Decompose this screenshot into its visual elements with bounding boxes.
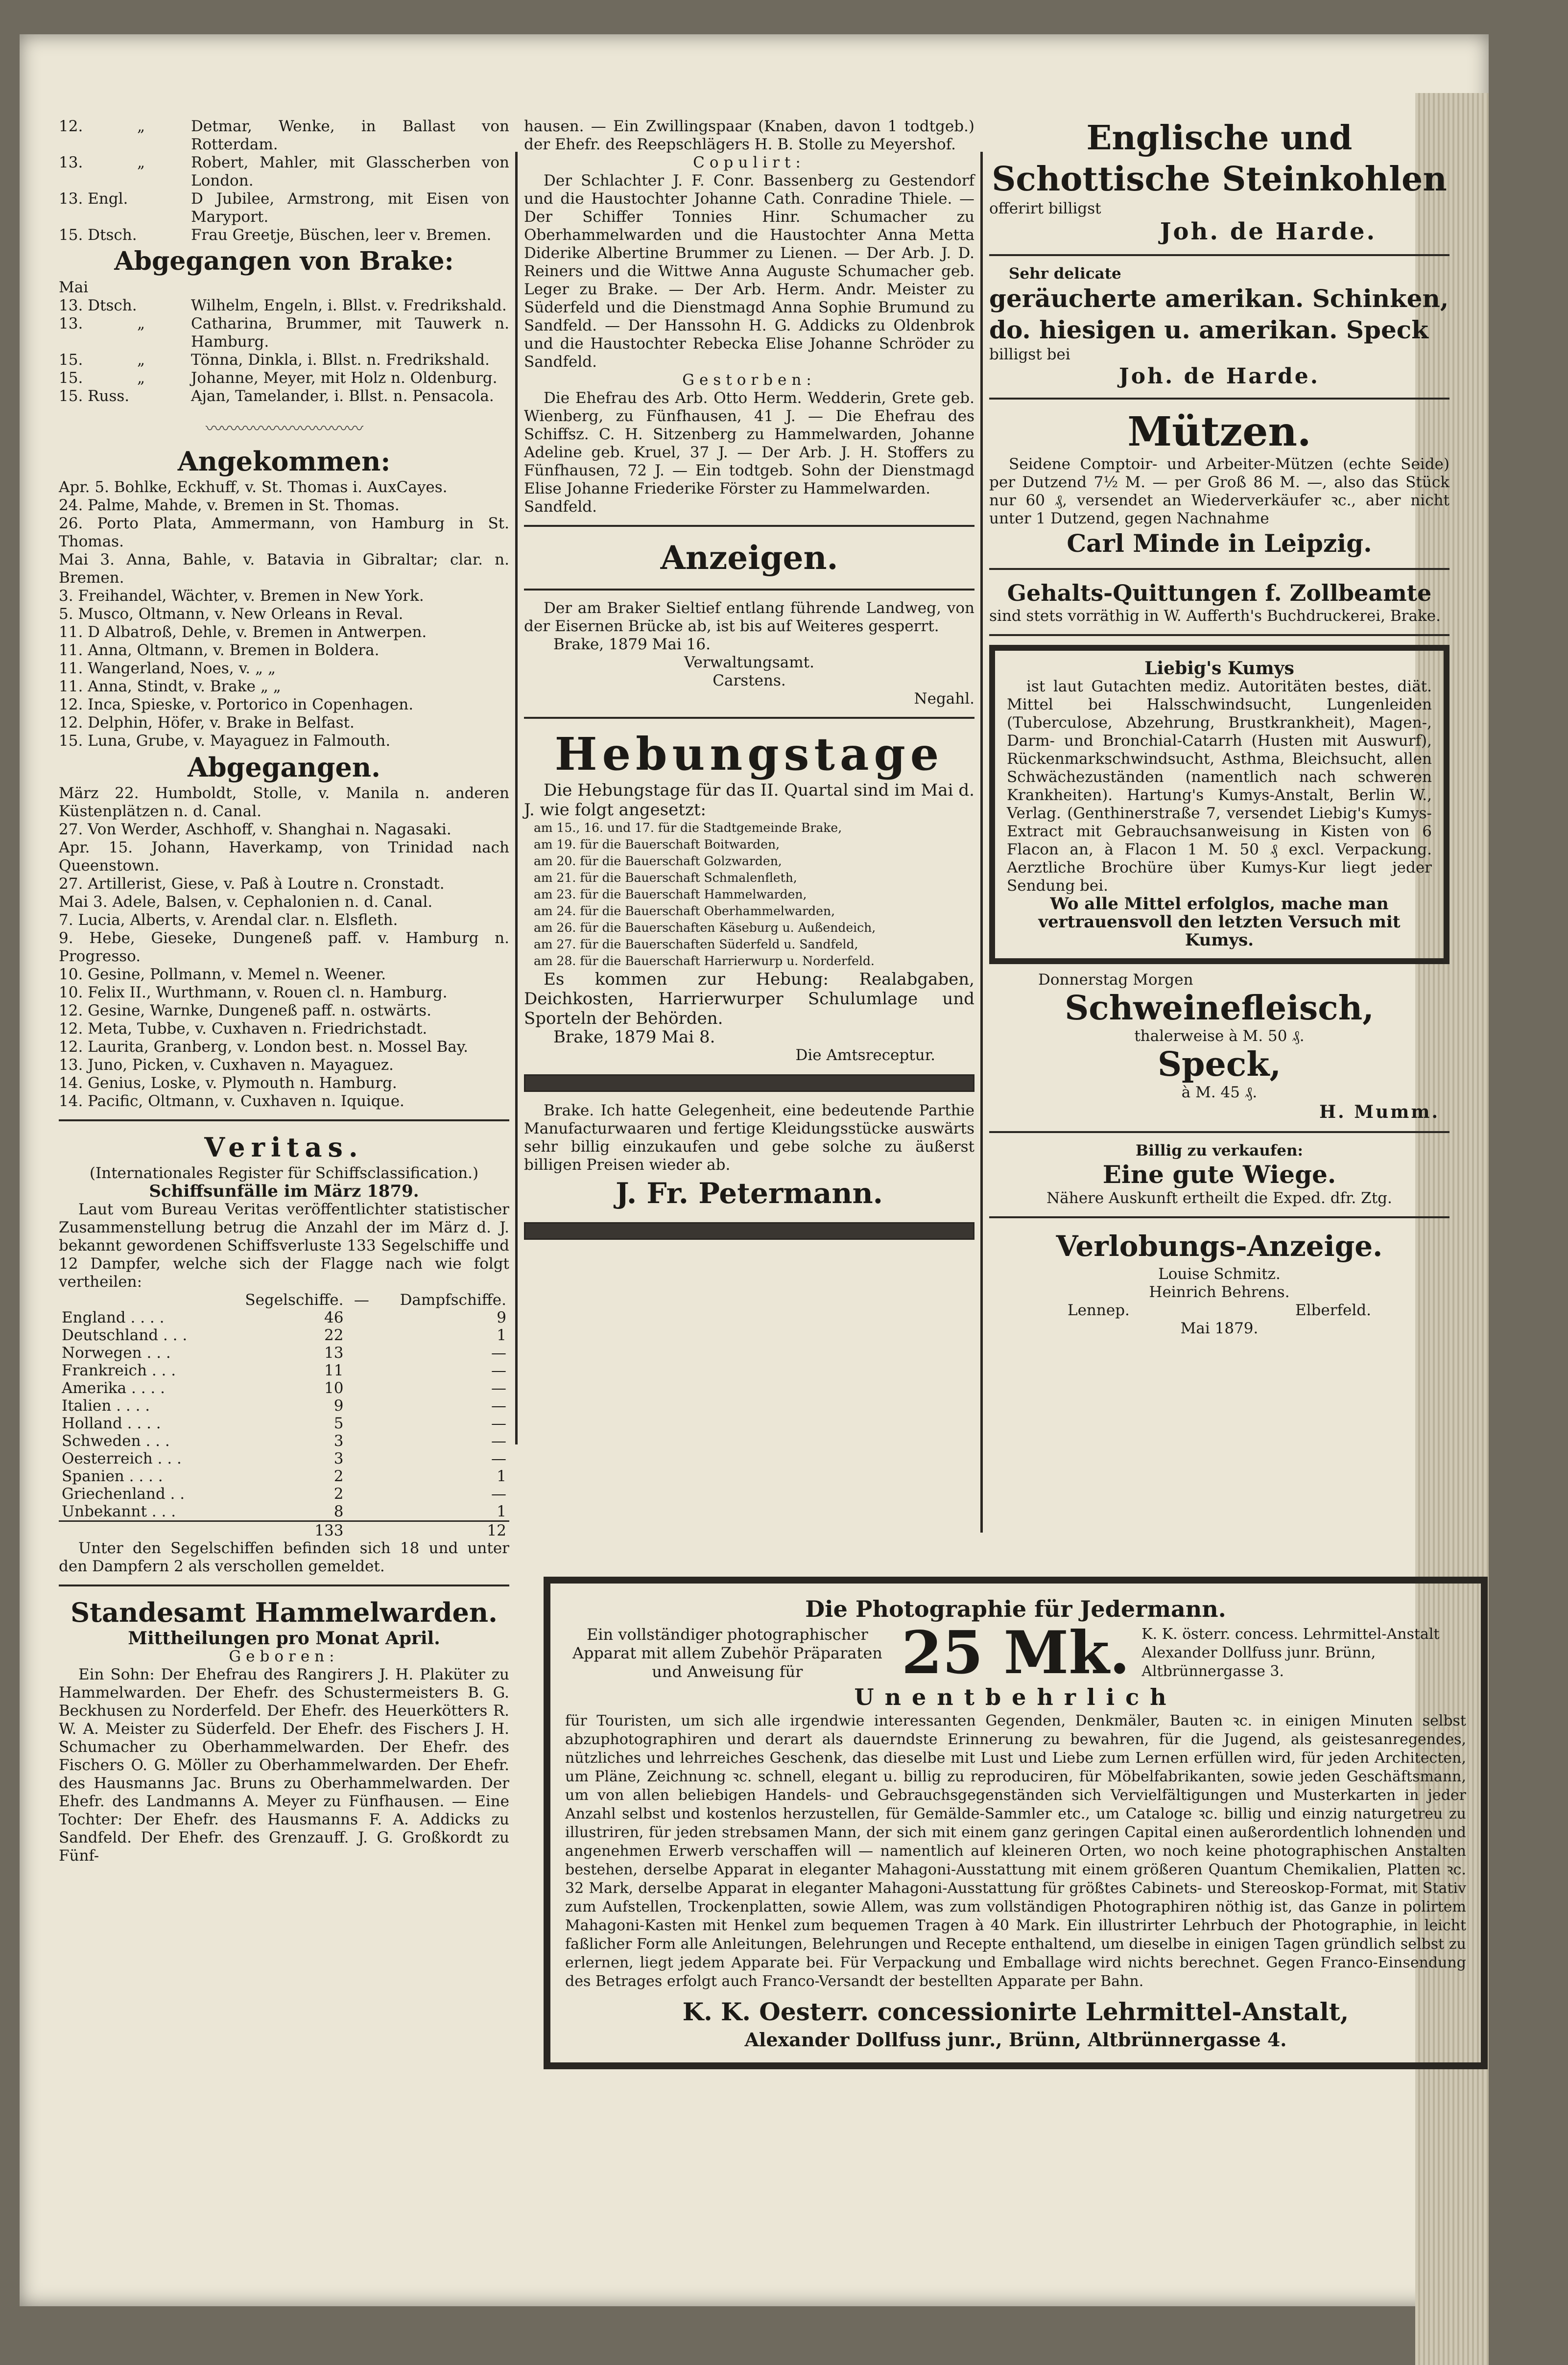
column-1 — [59, 118, 509, 1865]
divider — [989, 1216, 1449, 1218]
arrivals-list — [59, 118, 509, 244]
abgegangen-entry: 10. Gesine, Pollmann, v. Memel n. Weener. — [59, 966, 386, 983]
abgegangen-entry: 7. Lucia, Alberts, v. Arendal clar. n. Elsfleth. — [59, 911, 398, 929]
veritas-sail: 46 — [324, 1309, 344, 1326]
kumys-bold: Wo alle Mittel erfolglos, mache man vertrauensvoll den letzten Versuch mit Kumys. — [1038, 894, 1401, 950]
departure-entry — [59, 369, 509, 387]
departure-entry-text: Catharina, Brummer, mit Tauwerk n. Hamburg. — [191, 315, 509, 351]
hebungstage-entry: am 26. für die Bauerschaften Käseburg u. Außendeich, — [534, 921, 876, 935]
departure-entry — [59, 387, 509, 405]
veritas-sail: 13 — [324, 1344, 344, 1362]
verlobung-name-2: Heinrich Behrens. — [1149, 1283, 1290, 1301]
departed-brake-list — [59, 297, 509, 405]
divider — [59, 1119, 509, 1121]
photo-body: für Touristen, um sich alle irgendwie interessanten Gegenden, Denkmäler, Bauten ꝛc. in einigen Minuten selbst abzuphotographiren und derart als dauerndste Erinnerung zu bewahren, für die Jugend, als geistesanregendes, nützliches und lehrreiches Geschenk, das dieselbe mit Lust und Liebe zum Lernen erfüllen wird, für jeden Architecten, um Pläne, Zeichnung ꝛc. schnell, elegant u. billig zu reproduciren, für Möbelfabrikanten, sowie jeden Geschäftsmann, um von allen beliebigen Handels- und Gebrauchsgegenständen sich Vervielfältigungen und Musterkarten in jeder Anzahl selbst und kostenlos herzustellen, für Gemälde-Sammler etc., um Cataloge ꝛc. billig und einzig naturgetreu zu illustriren, für jeden strebsamen Mann, der sich mit einem ganz geringen Capital einen außerordentlich lohnenden und angenehmen Erwerb verschaffen will — namentlich auf kleineren Orten, wo noch keine photographischen Anstalten bestehen, derselbe Apparat in eleganter Mahagoni-Ausstattung mit einem größeren Quantum Chemikalien, Platten ꝛc. 32 Mark, derselbe Apparat in eleganter Mahagoni-Ausstattung für größtes Cabinets- und Stereoskop-Format, mit Stativ zum Aufstellen, Trockenplatten, sowie Allem, was zum vollständigen Photographiren nöthig ist, das Ganze in polirtem Mahagoni-Kasten mit Henkel zum bequemen Tragen à 40 Mark. Ein illustrirter Lehrbuch der Photographie, in leicht faßlicher Form alle Anleitungen, Belehrungen und Recepte enthaltend, um dieselbe in einigen Tagen gründlich selbst zu erlernen, liegt jedem Apparate bei. Für Verpackung und Emballage wird nichts berechnet. Gegen Franco-Einsendung des Betrages erfolgt auch Franco-Versandt der bestellten Apparate per Bahn. — [565, 1712, 1466, 1990]
veritas-row — [59, 1397, 509, 1415]
gehalt-title: Gehalts-Quittungen f. Zollbeamte — [1007, 580, 1432, 606]
veritas-country: England . . . . — [62, 1309, 165, 1326]
photo-signature-1: K. K. Oesterr. concessionirte Lehrmittel-Anstalt, — [682, 1997, 1349, 2026]
verlobung-date: Mai 1879. — [1180, 1320, 1259, 1337]
arrival-entry-date: 15. Dtsch. — [59, 226, 137, 244]
verlobung-place-1: Lennep. — [1068, 1301, 1130, 1319]
arrival-entry-date: 13. Engl. — [59, 190, 128, 208]
wiege-pre: Billig zu verkaufen: — [1136, 1142, 1303, 1159]
siel-notice-signature: Negahl. — [914, 690, 974, 708]
geboren-title: Geboren: — [229, 1648, 339, 1665]
hebungstage-entry: am 19. für die Bauerschaft Boitwarden, — [534, 837, 780, 851]
veritas-country: Deutschland . . . — [62, 1326, 188, 1344]
veritas-table — [59, 1291, 509, 1539]
arrival-entry-text: Detmar, Wenke, in Ballast von Rotterdam. — [191, 118, 509, 153]
veritas-country: Frankreich . . . — [62, 1362, 176, 1379]
angekommen-entry: 3. Freihandel, Wächter, v. Bremen in New York. — [59, 587, 424, 605]
kohlen-subtitle: offerirt billigst — [989, 200, 1101, 217]
veritas-row — [59, 1450, 509, 1467]
departure-entry-text: Johanne, Meyer, mit Holz n. Oldenburg. — [191, 369, 498, 387]
abgegangen-title: Abgegangen. — [188, 752, 380, 783]
angekommen-entry: 24. Palme, Mahde, v. Bremen in St. Thomas. — [59, 497, 400, 514]
hebungstage-entry: am 23. für die Bauerschaft Hammelwarden, — [534, 887, 807, 901]
veritas-row — [59, 1309, 509, 1326]
arrival-entry-flag — [137, 190, 191, 226]
veritas-dash — [346, 1485, 372, 1503]
abgegangen-entry: 27. Artillerist, Giese, v. Paß à Loutre n. Cronstadt. — [59, 875, 445, 893]
divider — [59, 1585, 509, 1586]
divider — [989, 398, 1449, 400]
schwein-title: Schweinefleisch, — [1065, 989, 1374, 1028]
veritas-col-sail: Segelschiffe. — [245, 1291, 344, 1309]
veritas-country: Griechenland . . — [62, 1485, 185, 1503]
veritas-dash — [346, 1344, 372, 1362]
departure-entry-date: 15. — [59, 351, 83, 369]
veritas-steam: — — [491, 1344, 506, 1362]
schinken-signature: Joh. de Harde. — [1118, 364, 1320, 389]
veritas-row — [59, 1485, 509, 1503]
gestorben-text: Die Ehefrau des Arb. Otto Herm. Wedderin, Grete geb. Wienberg, zu Fünfhausen, 41 J. — Die Ehefrau des Schiffsz. C. H. Sitzenberg zu Hammelwarden, Johanne Adeline geb. Kruel, 37 J. — Der Arb. J. H. Stoffers zu Fünfhausen, 72 J. — Ein todtgeb. Sohn der Dienstmagd Elise Johanne Friederike Förster zu Hammelwarden. — [524, 389, 974, 497]
hebungstage-entry: am 21. für die Bauerschaft Schmalenfleth, — [534, 871, 797, 885]
veritas-col-dash: — — [354, 1291, 369, 1309]
standesamt-title: Standesamt Hammelwarden. — [71, 1597, 498, 1628]
angekommen-entry: 11. Wangerland, Noes, v. „ „ — [59, 660, 276, 677]
angekommen-list — [59, 478, 509, 750]
departure-entry — [59, 297, 509, 315]
photo-price: 25 Mk. — [901, 1618, 1130, 1687]
veritas-steam: 1 — [497, 1503, 506, 1520]
schinken-subtitle: billigst bei — [989, 346, 1070, 363]
newspaper-page — [20, 34, 1489, 2306]
veritas-steam: — — [491, 1362, 506, 1379]
divider — [989, 1131, 1449, 1133]
veritas-row — [59, 1344, 509, 1362]
departure-entry-date: 15. — [59, 369, 83, 387]
veritas-sail: 22 — [324, 1326, 344, 1344]
hebungstage-entry: am 24. für die Bauerschaft Oberhammelwarden, — [534, 904, 835, 918]
departed-month: Mai — [59, 279, 89, 296]
photography-ad — [544, 1577, 1488, 2069]
siel-notice-name: Carstens. — [713, 672, 786, 689]
abgegangen-entry: 12. Meta, Tubbe, v. Cuxhaven n. Friedrichstadt. — [59, 1020, 428, 1038]
verlobung-places — [989, 1301, 1449, 1320]
veritas-country: Amerika . . . . — [62, 1379, 165, 1397]
kumys-ad — [989, 645, 1449, 964]
departure-entry — [59, 351, 509, 369]
gestorben-place: Sandfeld. — [524, 498, 597, 516]
standesamt-subtitle: Mittheilungen pro Monat April. — [128, 1628, 440, 1649]
veritas-row — [59, 1503, 509, 1521]
arrival-entry — [59, 154, 509, 190]
wiege-subtitle: Nähere Auskunft ertheilt die Exped. dfr. Ztg. — [1046, 1189, 1392, 1207]
schwein-pre: Donnerstag Morgen — [1038, 971, 1193, 989]
photo-spaced: Unentbehrlich — [854, 1684, 1177, 1710]
geboren-continued: hausen. — Ein Zwillingspaar (Knaben, davon 1 todtgeb.) der Ehefr. des Reepschlägers H. B. Stolle zu Meyershof. — [524, 118, 974, 153]
kumys-title: Liebig's Kumys — [1144, 658, 1294, 679]
veritas-dash — [346, 1450, 372, 1467]
veritas-steam: 1 — [497, 1326, 506, 1344]
abgegangen-entry: 14. Pacific, Oltmann, v. Cuxhaven n. Iquique. — [59, 1092, 404, 1110]
veritas-country: Italien . . . . — [62, 1397, 150, 1415]
hebungstage-entry: am 27. für die Bauerschaften Süderfeld u. Sandfeld, — [534, 937, 858, 951]
veritas-row — [59, 1326, 509, 1344]
hebungstage-entry: am 15., 16. und 17. für die Stadtgemeinde Brake, — [534, 821, 842, 835]
abgegangen-entry: 12. Laurita, Granberg, v. London best. n. Mossel Bay. — [59, 1038, 469, 1056]
abgegangen-list — [59, 784, 509, 1111]
column-divider — [515, 152, 518, 1444]
arrival-entry — [59, 118, 509, 154]
schinken-pre: Sehr delicate — [1009, 265, 1121, 283]
veritas-sail: 5 — [333, 1415, 344, 1432]
veritas-steam: 9 — [497, 1309, 506, 1326]
veritas-country: Schweden . . . — [62, 1432, 170, 1450]
divider — [524, 717, 974, 719]
speck-title: Speck, — [1157, 1045, 1282, 1084]
kumys-text: ist laut Gutachten mediz. Autoritäten bestes, diät. Mittel bei Halsschwindsucht, Lungenleiden (Tuberculose, Abzehrung, Brustkrankheit), Magen-, Darm- und Bronchial-Catarrh (Husten mit Auswurf), Rückenmarkschwindsucht, Asthma, Bleichsucht, allen Schwächezuständen (namentlich nach schweren Krankheiten). Hartung's Kumys-Anstalt, Berlin W., Verlag. (Genthinerstraße 7, versendet Liebig's Kumys-Extract mit Gebrauchsanweisung in Kisten von 6 Flacon an, à Flacon 1 M. 50 ₰ excl. Verpackung. Aerztliche Brochüre über Kumys-Kur liegt jeder Sendung bei. — [1007, 678, 1432, 895]
arrival-entry-text: Frau Greetje, Büschen, leer v. Bremen. — [191, 226, 492, 244]
speck-price: à M. 45 ₰. — [1181, 1084, 1258, 1101]
veritas-sail: 9 — [333, 1397, 344, 1415]
divider — [989, 634, 1449, 636]
veritas-footnote: Unter den Segelschiffen befinden sich 18 und unter den Dampfern 2 als verschollen gemeldet. — [59, 1539, 509, 1575]
arrival-entry-text: D Jubilee, Armstrong, mit Eisen von Maryport. — [191, 190, 509, 226]
veritas-steam: — — [491, 1485, 506, 1503]
verlobung-title: Verlobungs-Anzeige. — [1056, 1230, 1383, 1263]
departure-entry-flag: „ — [137, 351, 145, 369]
veritas-total-steam: 12 — [487, 1522, 506, 1539]
veritas-row — [59, 1432, 509, 1450]
arrival-entry-flag: „ — [137, 154, 145, 171]
veritas-row — [59, 1362, 509, 1379]
column-3 — [989, 118, 1449, 1338]
siel-notice-text: Der am Braker Sieltief entlang führende Landweg, von der Eisernen Brücke ab, ist bis auf Weiteres gesperrt. — [524, 599, 974, 635]
veritas-sail: 10 — [324, 1379, 344, 1397]
muetzen-signature: Carl Minde in Leipzig. — [1067, 529, 1372, 558]
muetzen-text: Seidene Comptoir- und Arbeiter-Mützen (echte Seide) per Dutzend 7½ M. — per Groß 86 M. —, also das Stück nur 60 ₰, versendet an Wiederverkäufer ꝛc., aber nicht unter 1 Dutzend, gegen Nachnahme — [989, 455, 1449, 527]
veritas-subtitle: (Internationales Register für Schiffsclassification.) — [89, 1164, 479, 1182]
departure-entry-flag — [137, 387, 191, 405]
abgegangen-entry: 14. Genius, Loske, v. Plymouth n. Hamburg. — [59, 1074, 397, 1092]
veritas-sail: 3 — [333, 1450, 344, 1467]
abgegangen-entry: Apr. 15. Johann, Haverkamp, von Trinidad nach Queenstown. — [59, 839, 509, 875]
angekommen-entry: 26. Porto Plata, Ammermann, von Hamburg in St. Thomas. — [59, 515, 509, 550]
copulirt-title: Copulirt: — [693, 154, 806, 171]
veritas-steam: — — [491, 1379, 506, 1397]
muetzen-title: Mützen. — [1127, 408, 1311, 455]
veritas-dash — [346, 1379, 372, 1397]
abgegangen-entry: 13. Juno, Picken, v. Cuxhaven n. Mayaguez. — [59, 1056, 394, 1074]
veritas-dash — [346, 1415, 372, 1432]
angekommen-entry: 11. Anna, Stindt, v. Brake „ „ — [59, 678, 281, 695]
departure-entry-date: 13. Dtsch. — [59, 297, 137, 314]
veritas-steam: — — [491, 1397, 506, 1415]
departure-entry-flag: „ — [137, 369, 145, 387]
veritas-sail: 3 — [333, 1432, 344, 1450]
departure-entry-text: Tönna, Dinkla, i. Bllst. n. Fredrikshald. — [191, 351, 490, 369]
veritas-title: Veritas. — [204, 1132, 364, 1163]
divider — [989, 568, 1449, 570]
veritas-country: Unbekannt . . . — [62, 1503, 176, 1520]
veritas-sail: 2 — [333, 1485, 344, 1503]
veritas-country: Norwegen . . . — [62, 1344, 171, 1362]
angekommen-entry: 11. Anna, Oltmann, v. Bremen in Boldera. — [59, 641, 380, 659]
speck-signature: H. Mumm. — [1319, 1102, 1440, 1122]
angekommen-entry: 15. Luna, Grube, v. Mayaguez in Falmouth. — [59, 732, 391, 750]
veritas-dash — [346, 1397, 372, 1415]
photo-vendor: K. K. österr. concess. Lehrmittel-Anstalt Alexander Dollfuss junr. Brünn, Altbrünnergasse 3. — [1141, 1626, 1440, 1680]
arrival-entry-date: 13. — [59, 154, 83, 171]
arrival-entry — [59, 190, 509, 226]
arrival-entry-date: 12. — [59, 118, 83, 135]
departure-entry-date: 13. — [59, 315, 83, 332]
column-2 — [524, 118, 974, 1250]
hebungstage-office: Die Amtsreceptur. — [795, 1046, 935, 1064]
photo-signature-2: Alexander Dollfuss junr., Brünn, Altbrünnergasse 4. — [744, 2029, 1287, 2051]
departure-entry — [59, 315, 509, 351]
veritas-row — [59, 1379, 509, 1397]
siel-notice-office: Verwaltungsamt. — [684, 654, 814, 671]
abgegangen-entry: 10. Felix II., Wurthmann, v. Rouen cl. n. Hamburg. — [59, 984, 448, 1001]
petermann-text: Brake. Ich hatte Gelegenheit, eine bedeutende Parthie Manufacturwaaren und fertige Kleidungsstücke auswärts sehr billig einzukaufen und gebe solche zu äußerst billigen Preisen wieder ab. — [524, 1102, 974, 1174]
abgegangen-entry: Mai 3. Adele, Balsen, v. Cephalonien n. d. Canal. — [59, 893, 433, 911]
hebungstage-date: Brake, 1879 Mai 8. — [553, 1027, 715, 1047]
angekommen-entry: Mai 3. Anna, Bahle, v. Batavia in Gibraltar; clar. n. Bremen. — [59, 551, 509, 587]
divider — [524, 589, 974, 591]
veritas-dash — [346, 1326, 372, 1344]
angekommen-entry: 12. Delphin, Höfer, v. Brake in Belfast. — [59, 714, 355, 732]
veritas-col-steam: Dampfschiffe. — [400, 1291, 506, 1309]
schinken-text: geräucherte amerikan. Schinken, do. hiesigen u. amerikan. Speck — [989, 284, 1449, 344]
gehalt-text: sind stets vorräthig in W. Aufferth's Buchdruckerei, Brake. — [989, 607, 1441, 625]
abgegangen-entry: 12. Gesine, Warnke, Dungeneß paff. n. ostwärts. — [59, 1002, 431, 1019]
wiege-title: Eine gute Wiege. — [1102, 1160, 1336, 1189]
veritas-row — [59, 1415, 509, 1432]
veritas-country: Oesterreich . . . — [62, 1450, 182, 1467]
column-divider — [980, 152, 983, 1533]
angekommen-entry: 11. D Albatroß, Dehle, v. Bremen in Antwerpen. — [59, 623, 427, 641]
abgegangen-entry: März 22. Humboldt, Stolle, v. Manila n. anderen Küstenplätzen n. d. Canal. — [59, 784, 509, 820]
veritas-steam: — — [491, 1432, 506, 1450]
veritas-dash — [346, 1432, 372, 1450]
veritas-dash — [346, 1362, 372, 1379]
veritas-heading: Schiffsunfälle im März 1879. — [149, 1182, 419, 1201]
geboren-text: Ein Sohn: Der Ehefrau des Rangirers J. H. Plaküter zu Hammelwarden. Der Ehefr. des Schustermeisters B. G. Beckhusen zu Norderfeld. Der Ehefr. des Heuerkötters R. W. A. Meister zu Süderfeld. Der Ehefr. des Fischers J. H. Schumacher zu Oberhammelwarden. Der Ehefr. des Fischers O. G. Möller zu Oberhammelwarden. Der Ehefr. des Hausmanns Jac. Bruns zu Oberhammelwarden. Der Ehefr. des Landmanns A. Meyer zu Fünfhausen. — Eine Tochter: Der Ehefr. des Hausmanns F. A. Addicks zu Sandfeld. Der Ehefr. des Grenzauff. J. G. Großkordt zu Fünf- — [59, 1666, 509, 1865]
petermann-signature: J. Fr. Petermann. — [616, 1177, 883, 1210]
decorative-bar — [524, 1074, 974, 1092]
gestorben-title: Gestorben: — [682, 371, 816, 389]
angekommen-entry: 12. Inca, Spieske, v. Portorico in Copenhagen. — [59, 696, 414, 713]
verlobung-name-1: Louise Schmitz. — [1158, 1265, 1281, 1283]
veritas-dash — [346, 1503, 372, 1521]
angekommen-title: Angekommen: — [177, 446, 391, 477]
veritas-sail: 2 — [333, 1467, 344, 1485]
hebungstage-footer: Es kommen zur Hebung: Realabgaben, Deichkosten, Harrierwurper Schulumlage und Sporteln der Behörden. — [524, 970, 974, 1028]
veritas-sail: 11 — [324, 1362, 344, 1379]
photo-title: Die Photographie für Jedermann. — [805, 1596, 1226, 1622]
kohlen-title: Englische und Schottische Steinkohlen — [992, 118, 1447, 199]
departure-entry-flag — [137, 297, 191, 315]
veritas-dash — [346, 1467, 372, 1485]
copulirt-text: Der Schlachter J. F. Conr. Bassenberg zu Gestendorf und die Haustochter Johanne Cath. Conradine Thiele. — Der Schiffer Tonnies Hinr. Schumacher zu Oberhammelwarden und die Haustochter Anna Metta Diderike Albertine Brummer zu Lienen. — Der Arb. J. D. Reiners und die Wittwe Anna Auguste Schumacher geb. Leger zu Brake. — Der Arb. Herm. Andr. Meister zu Süderfeld und die Dienstmagd Anna Sophie Brumund zu Sandfeld. — Der Hanssohn H. G. Addicks zu Oldenbrok und die Haustochter Rebecka Elise Johanne Schröder zu Sandfeld. — [524, 172, 974, 371]
abgegangen-entry: 27. Von Werder, Aschhoff, v. Shanghai n. Nagasaki. — [59, 821, 451, 838]
veritas-steam: 1 — [497, 1467, 506, 1485]
wave-divider: 〰〰〰〰〰〰〰〰〰〰 — [206, 419, 362, 439]
schwein-price: thalerweise à M. 50 ₰. — [1134, 1027, 1305, 1045]
hebungstage-title: Hebungstage — [554, 728, 944, 780]
siel-notice-date: Brake, 1879 Mai 16. — [553, 636, 711, 653]
hebungstage-intro: Die Hebungstage für das II. Quartal sind im Mai d. J. wie folgt angesetzt: — [524, 780, 974, 820]
veritas-total-sail: 133 — [314, 1522, 344, 1539]
veritas-steam: — — [491, 1450, 506, 1467]
veritas-country: Holland . . . . — [62, 1415, 161, 1432]
abgegangen-entry: 9. Hebe, Gieseke, Dungeneß paff. v. Hamburg n. Progresso. — [59, 929, 509, 965]
departure-entry-text: Wilhelm, Engeln, i. Bllst. v. Fredrikshald. — [191, 297, 507, 314]
divider — [989, 254, 1449, 256]
arrival-entry — [59, 226, 509, 244]
verlobung-place-2: Elberfeld. — [1295, 1301, 1371, 1319]
photo-offer-row — [565, 1618, 1466, 1687]
hebungstage-list — [524, 820, 974, 970]
photo-lead: Ein vollständiger photographischer Apparat mit allem Zubehör Präparaten und Anweisung für — [572, 1625, 882, 1681]
veritas-text: Laut vom Bureau Veritas veröffentlichter statistischer Zusammenstellung betrug die Anzahl der im März d. J. bekannt gewordenen Schiffsverluste 133 Segelschiffe und 12 Dampfer, welche sich der Flagge nach wie folgt vertheilen: — [59, 1201, 509, 1291]
divider — [524, 525, 974, 527]
angekommen-entry: Apr. 5. Bohlke, Eckhuff, v. St. Thomas i. AuxCayes. — [59, 478, 448, 496]
veritas-sail: 8 — [333, 1503, 344, 1520]
arrival-entry-text: Robert, Mahler, mit Glasscherben von London. — [191, 154, 509, 189]
departure-entry-flag: „ — [137, 315, 145, 332]
departure-entry-date: 15. Russ. — [59, 387, 130, 405]
veritas-row — [59, 1467, 509, 1485]
hebungstage-entry: am 20. für die Bauerschaft Golzwarden, — [534, 854, 782, 868]
hebungstage-entry: am 28. für die Bauerschaft Harrierwurp u. Norderfeld. — [534, 954, 875, 968]
anzeigen-title: Anzeigen. — [660, 539, 838, 577]
veritas-dash — [346, 1309, 372, 1326]
arrival-entry-flag: „ — [137, 118, 145, 135]
veritas-steam: — — [491, 1415, 506, 1432]
veritas-country: Spanien . . . . — [62, 1467, 163, 1485]
departed-brake-title: Abgegangen von Brake: — [114, 246, 454, 276]
angekommen-entry: 5. Musco, Oltmann, v. New Orleans in Reval. — [59, 605, 404, 623]
departure-entry-text: Ajan, Tamelander, i. Bllst. n. Pensacola. — [191, 387, 494, 405]
decorative-bar — [524, 1222, 974, 1240]
kohlen-signature: Joh. de Harde. — [1160, 218, 1377, 245]
arrival-entry-flag — [137, 226, 191, 244]
